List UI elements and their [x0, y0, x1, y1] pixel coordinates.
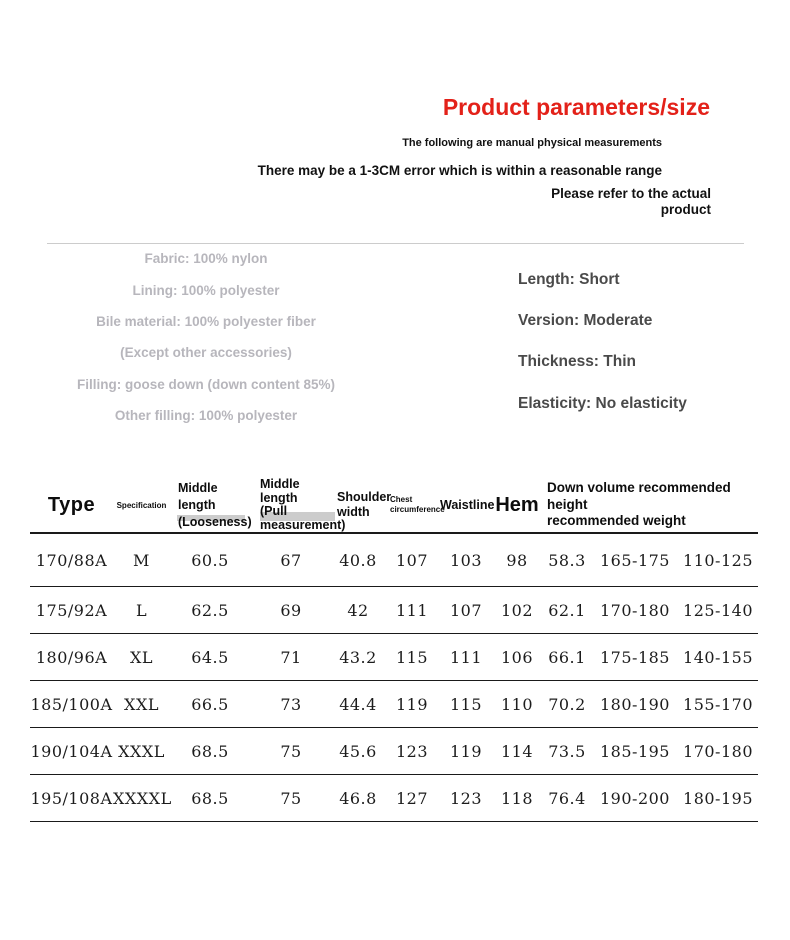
cell-shoulder: 43.2 — [332, 634, 384, 681]
col-header-hem: Hem — [492, 478, 542, 533]
cell-type: 170/88A — [30, 533, 113, 587]
cell-ml-pull: 67 — [250, 533, 332, 587]
cell-ml-looseness: 62.5 — [170, 587, 250, 634]
table-row — [30, 775, 758, 822]
note-error-range: There may be a 1-3CM error which is within a reasonable range — [257, 163, 662, 178]
size-table-header-row — [30, 478, 758, 533]
cell-rec-weight: 155-170 — [678, 681, 758, 728]
cell-chest: 119 — [384, 681, 440, 728]
cell-waist: 103 — [440, 533, 492, 587]
cell-ml-pull: 69 — [250, 587, 332, 634]
material-except-note: (Except other accessories) — [120, 345, 292, 361]
cell-rec-height: 175-185 — [592, 634, 678, 681]
attr-length: Length: Short — [518, 270, 620, 288]
col-header-middle-length-pull: Middle length (Pull measurement) — [250, 478, 332, 533]
attributes-list — [518, 259, 687, 425]
size-table-section — [30, 478, 758, 822]
cell-ml-looseness: 68.5 — [170, 775, 250, 822]
cell-down-volume: 76.4 — [542, 775, 592, 822]
material-other-filling: Other filling: 100% polyester — [114, 408, 298, 424]
cell-spec: XXL — [113, 681, 170, 728]
cell-shoulder: 42 — [332, 587, 384, 634]
cell-hem: 118 — [492, 775, 542, 822]
col-header-down-volume-recommendation: Down volume recommended height recommended weight — [542, 478, 758, 533]
cell-spec: M — [113, 533, 170, 587]
cell-down-volume: 58.3 — [542, 533, 592, 587]
cell-spec: XXXL — [113, 728, 170, 775]
cell-spec: XXXXL — [113, 775, 170, 822]
cell-rec-weight: 170-180 — [678, 728, 758, 775]
cell-type: 185/100A — [30, 681, 113, 728]
cell-rec-weight: 140-155 — [678, 634, 758, 681]
note-refer-line2: product — [660, 202, 711, 217]
cell-hem: 114 — [492, 728, 542, 775]
attr-version: Version: Moderate — [518, 312, 653, 330]
cell-waist: 119 — [440, 728, 492, 775]
cell-ml-pull: 75 — [250, 728, 332, 775]
cell-chest: 123 — [384, 728, 440, 775]
cell-ml-pull: 71 — [250, 634, 332, 681]
col-header-shoulder-width: Shoulder width — [332, 478, 384, 533]
cell-ml-looseness: 60.5 — [170, 533, 250, 587]
col-header-specification: Specification — [113, 478, 170, 533]
cell-ml-looseness: 64.5 — [170, 634, 250, 681]
cell-ml-looseness: 68.5 — [170, 728, 250, 775]
note-refer-line1: Please refer to the actual — [551, 186, 711, 201]
attr-thickness: Thickness: Thin — [518, 353, 636, 371]
cell-type: 190/104A — [30, 728, 113, 775]
cell-down-volume: 70.2 — [542, 681, 592, 728]
table-row — [30, 533, 758, 587]
cell-type: 175/92A — [30, 587, 113, 634]
page-title: Product parameters/size — [442, 94, 710, 120]
cell-chest: 111 — [384, 587, 440, 634]
cell-rec-height: 170-180 — [592, 587, 678, 634]
cell-chest: 107 — [384, 533, 440, 587]
cell-hem: 106 — [492, 634, 542, 681]
col-header-chest-circumference: Chest circumference — [384, 478, 440, 533]
cell-rec-height: 190-200 — [592, 775, 678, 822]
attr-elasticity: Elasticity: No elasticity — [518, 394, 687, 412]
cell-ml-looseness: 66.5 — [170, 681, 250, 728]
note-measurement: The following are manual physical measurements — [402, 137, 662, 149]
cell-ml-pull: 75 — [250, 775, 332, 822]
cell-rec-height: 180-190 — [592, 681, 678, 728]
cell-shoulder: 44.4 — [332, 681, 384, 728]
col-header-middle-length-looseness: Middle length (Looseness) — [170, 478, 250, 533]
cell-chest: 115 — [384, 634, 440, 681]
col-header-waistline: Waistline — [440, 478, 492, 533]
cell-rec-weight: 180-195 — [678, 775, 758, 822]
col-header-type: Type — [30, 478, 113, 533]
cell-waist: 107 — [440, 587, 492, 634]
cell-type: 195/108A — [30, 775, 113, 822]
cell-waist: 123 — [440, 775, 492, 822]
cell-hem: 102 — [492, 587, 542, 634]
cell-down-volume: 73.5 — [542, 728, 592, 775]
cell-waist: 115 — [440, 681, 492, 728]
table-row — [30, 728, 758, 775]
cell-type: 180/96A — [30, 634, 113, 681]
cell-hem: 110 — [492, 681, 542, 728]
material-filling: Filling: goose down (down content 85%) — [77, 376, 335, 392]
cell-waist: 111 — [440, 634, 492, 681]
cell-rec-height: 185-195 — [592, 728, 678, 775]
cell-chest: 127 — [384, 775, 440, 822]
cell-rec-height: 165-175 — [592, 533, 678, 587]
cell-rec-weight: 110-125 — [678, 533, 758, 587]
materials-list — [0, 243, 412, 431]
cell-shoulder: 46.8 — [332, 775, 384, 822]
table-row — [30, 634, 758, 681]
cell-down-volume: 66.1 — [542, 634, 592, 681]
material-bile: Bile material: 100% polyester fiber — [96, 313, 316, 329]
cell-spec: XL — [113, 634, 170, 681]
table-row — [30, 681, 758, 728]
cell-shoulder: 45.6 — [332, 728, 384, 775]
note-refer-actual — [551, 186, 711, 218]
cell-rec-weight: 125-140 — [678, 587, 758, 634]
material-lining: Lining: 100% polyester — [132, 282, 280, 298]
cell-ml-pull: 73 — [250, 681, 332, 728]
cell-spec: L — [113, 587, 170, 634]
cell-shoulder: 40.8 — [332, 533, 384, 587]
table-row — [30, 587, 758, 634]
cell-hem: 98 — [492, 533, 542, 587]
size-table — [30, 478, 758, 822]
material-fabric: Fabric: 100% nylon — [144, 251, 268, 267]
cell-down-volume: 62.1 — [542, 587, 592, 634]
